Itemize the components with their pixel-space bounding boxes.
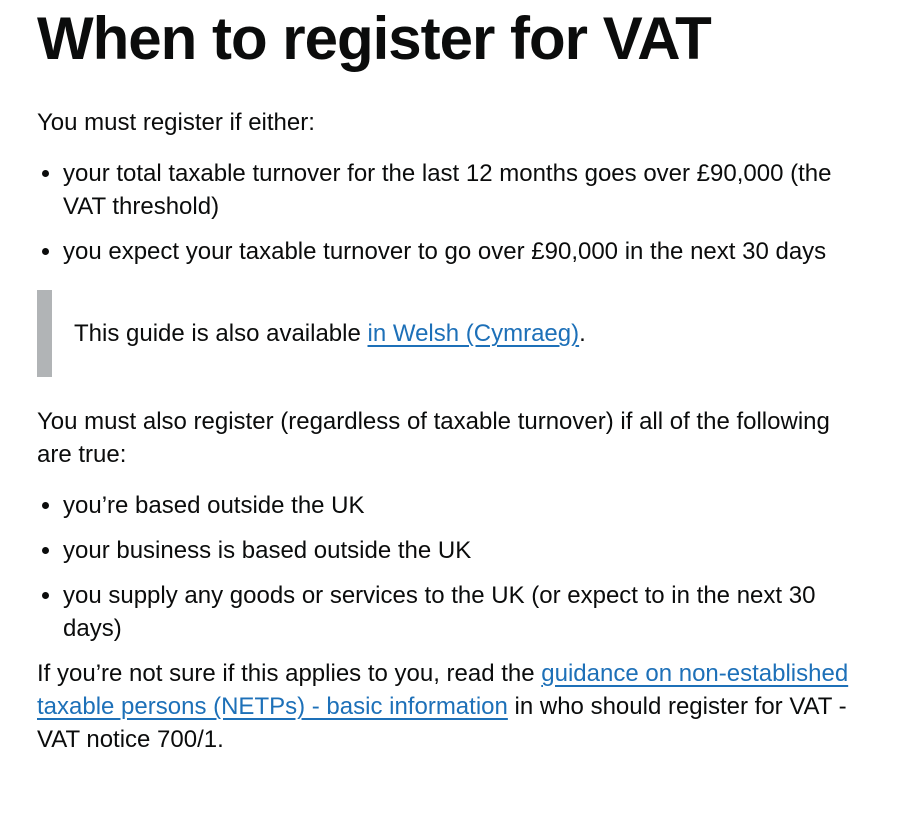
conditions-bullet-list: [37, 489, 862, 645]
netp-paragraph: [37, 657, 862, 756]
netp-text-before: If you’re not sure if this applies to you, read the: [37, 660, 542, 687]
list-item: your total taxable turnover for the last 12 months goes over £90,000 (the VAT threshold): [63, 157, 862, 223]
also-register-paragraph: You must also register (regardless of taxable turnover) if all of the following are true:: [37, 408, 830, 468]
netp-text-after: in who should register for VAT - VAT notice 700/1.: [37, 693, 847, 753]
inset-text: [37, 290, 862, 377]
list-item: you supply any goods or services to the UK (or expect to in the next 30 days): [63, 579, 862, 645]
threshold-bullet-list: [37, 157, 862, 268]
netp-guidance-link[interactable]: guidance on non-established taxable persons (NETPs) - basic information: [37, 660, 849, 720]
list-item: you’re based outside the UK: [63, 489, 862, 522]
list-item: you expect your taxable turnover to go over £90,000 in the next 30 days: [63, 235, 862, 268]
intro-paragraph: You must register if either:: [37, 109, 315, 136]
page-title: When to register for VAT: [37, 5, 711, 72]
inset-text-before: This guide is also available: [74, 320, 368, 347]
welsh-language-link[interactable]: in Welsh (Cymraeg): [367, 320, 580, 347]
list-item: your business is based outside the UK: [63, 534, 862, 567]
inset-text-after: .: [579, 320, 586, 347]
